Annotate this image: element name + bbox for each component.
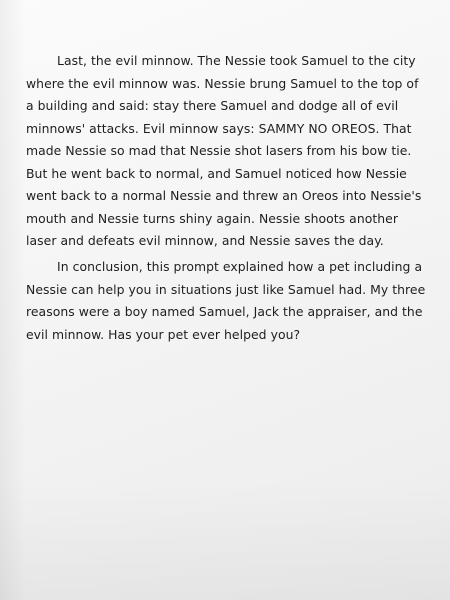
paragraph-evil-minnow: Last, the evil minnow. The Nessie took Samuel to the city where the evil minnow was. Nessie brung Samuel to the top of a building and said: stay there Samuel and dodge all of evil minnows' attacks. Evil minnow says: SAMMY NO OREOS. That made Nessie so mad that Nessie shot lasers from his bow tie. But he went back to normal, and Samuel noticed how Nessie went back to a normal Nessie and threw an Oreos into Nessie's mouth and Nessie turns shiny again. Nessie shoots another laser and defeats evil minnow, and Nessie saves the day. bbox=[26, 53, 422, 248]
page-shadow-bottom bbox=[0, 480, 450, 600]
paragraph-conclusion: In conclusion, this prompt explained how a pet including a Nessie can help you in situations just like Samuel had. My three reasons were a boy named Samuel, Jack the appraiser, and the evil minnow. Has your pet ever helped you? bbox=[26, 259, 426, 342]
